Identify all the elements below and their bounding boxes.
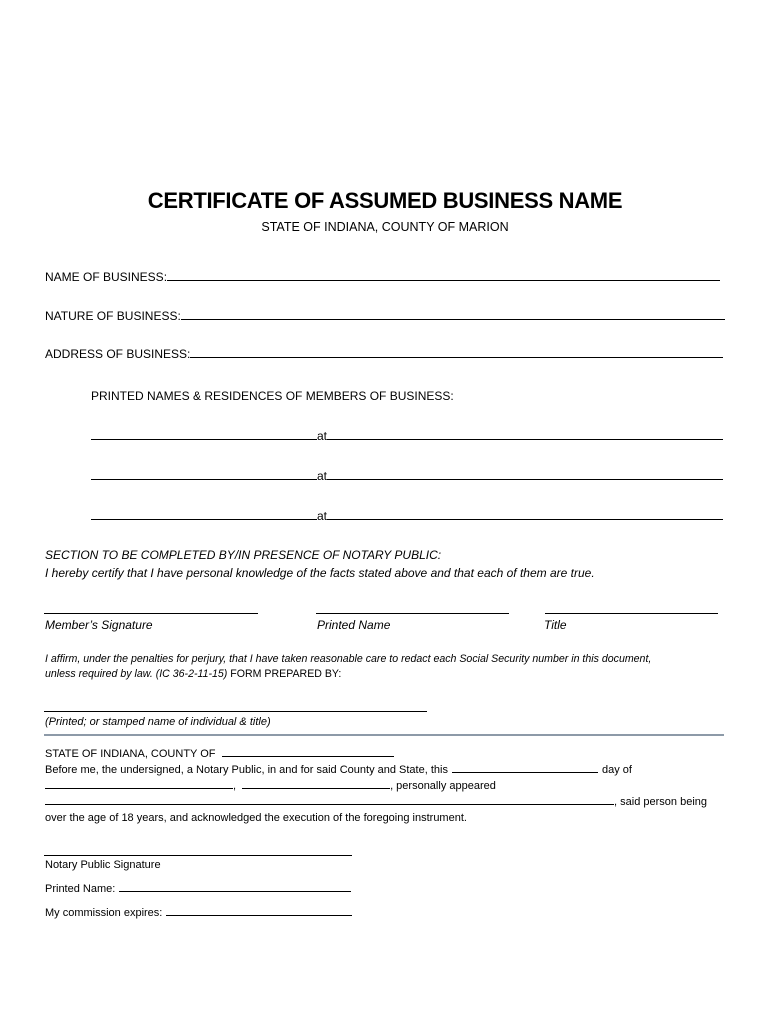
said-person-label: , said person being — [614, 796, 707, 808]
county-field[interactable] — [222, 756, 394, 757]
member-residence-field[interactable] — [327, 439, 723, 440]
member-at-label: at — [317, 429, 328, 443]
member-name-field[interactable] — [91, 519, 317, 520]
address-of-business-row — [45, 347, 723, 361]
day-of-label: day of — [601, 764, 632, 776]
title-label: Title — [544, 618, 567, 632]
member-name-field[interactable] — [91, 439, 317, 440]
notary-printed-name-label: Printed Name: — [45, 883, 116, 895]
certify-statement: I hereby certify that I have personal knowledge of the facts stated above and that each of them are true. — [45, 566, 595, 580]
year-field[interactable] — [242, 788, 390, 789]
member-residence-field[interactable] — [327, 479, 723, 480]
section-divider — [44, 734, 724, 736]
personally-appeared-label: , personally appeared — [390, 780, 496, 792]
date-row — [45, 780, 496, 792]
member-signature-label: Member’s Signature — [45, 618, 153, 632]
member-row — [91, 429, 723, 443]
name-of-business-row — [45, 270, 720, 284]
preparer-line[interactable] — [44, 711, 427, 712]
address-of-business-label: ADDRESS OF BUSINESS: — [45, 347, 191, 361]
before-me-text: Before me, the undersigned, a Notary Public, in and for said County and State, this — [45, 764, 448, 776]
member-at-label: at — [317, 469, 328, 483]
member-signature-line[interactable] — [44, 613, 258, 614]
appeared-person-field[interactable] — [45, 804, 614, 805]
notary-signature-line[interactable] — [44, 855, 352, 856]
month-field[interactable] — [45, 788, 233, 789]
address-of-business-field[interactable] — [190, 357, 723, 358]
state-county-row — [45, 748, 394, 760]
over-age-statement: over the age of 18 years, and acknowledged the execution of the foregoing instrument. — [45, 812, 467, 824]
appeared-person-row — [45, 796, 707, 808]
member-at-label: at — [317, 509, 328, 523]
affirm-citation: unless required by law. (IC 36-2-11-15) — [45, 668, 228, 680]
printed-name-line[interactable] — [316, 613, 509, 614]
day-field[interactable] — [452, 772, 598, 773]
document-subtitle: STATE OF INDIANA, COUNTY OF MARION — [261, 220, 509, 234]
before-me-row — [45, 764, 632, 776]
nature-of-business-label: NATURE OF BUSINESS: — [45, 309, 181, 323]
commission-field[interactable] — [166, 915, 352, 916]
state-county-label: STATE OF INDIANA, COUNTY OF — [45, 748, 216, 760]
commission-label: My commission expires: — [45, 907, 163, 919]
commission-row — [45, 907, 352, 919]
document-title: CERTIFICATE OF ASSUMED BUSINESS NAME — [147, 188, 623, 213]
notary-printed-name-row — [45, 883, 351, 895]
affirm-statement: I affirm, under the penalties for perjury, that I have taken reasonable care to redact each Social Security number in this document, — [45, 653, 652, 665]
preparer-caption: (Printed; or stamped name of individual & title) — [45, 716, 271, 728]
name-of-business-label: NAME OF BUSINESS: — [45, 270, 168, 284]
members-heading: PRINTED NAMES & RESIDENCES OF MEMBERS OF BUSINESS: — [91, 389, 454, 403]
notary-printed-name-field[interactable] — [119, 891, 351, 892]
notary-signature-label: Notary Public Signature — [45, 859, 161, 871]
form-prepared-by-label: FORM PREPARED BY: — [227, 668, 342, 680]
member-residence-field[interactable] — [327, 519, 723, 520]
notary-section-heading: SECTION TO BE COMPLETED BY/IN PRESENCE OF NOTARY PUBLIC: — [45, 548, 442, 562]
member-name-field[interactable] — [91, 479, 317, 480]
member-row — [91, 509, 723, 523]
nature-of-business-row — [45, 309, 725, 323]
nature-of-business-field[interactable] — [181, 319, 725, 320]
member-row — [91, 469, 723, 483]
date-comma: , — [233, 780, 237, 792]
printed-name-label: Printed Name — [317, 618, 391, 632]
name-of-business-field[interactable] — [167, 280, 720, 281]
title-line[interactable] — [545, 613, 718, 614]
affirm-statement-line2 — [45, 668, 341, 680]
